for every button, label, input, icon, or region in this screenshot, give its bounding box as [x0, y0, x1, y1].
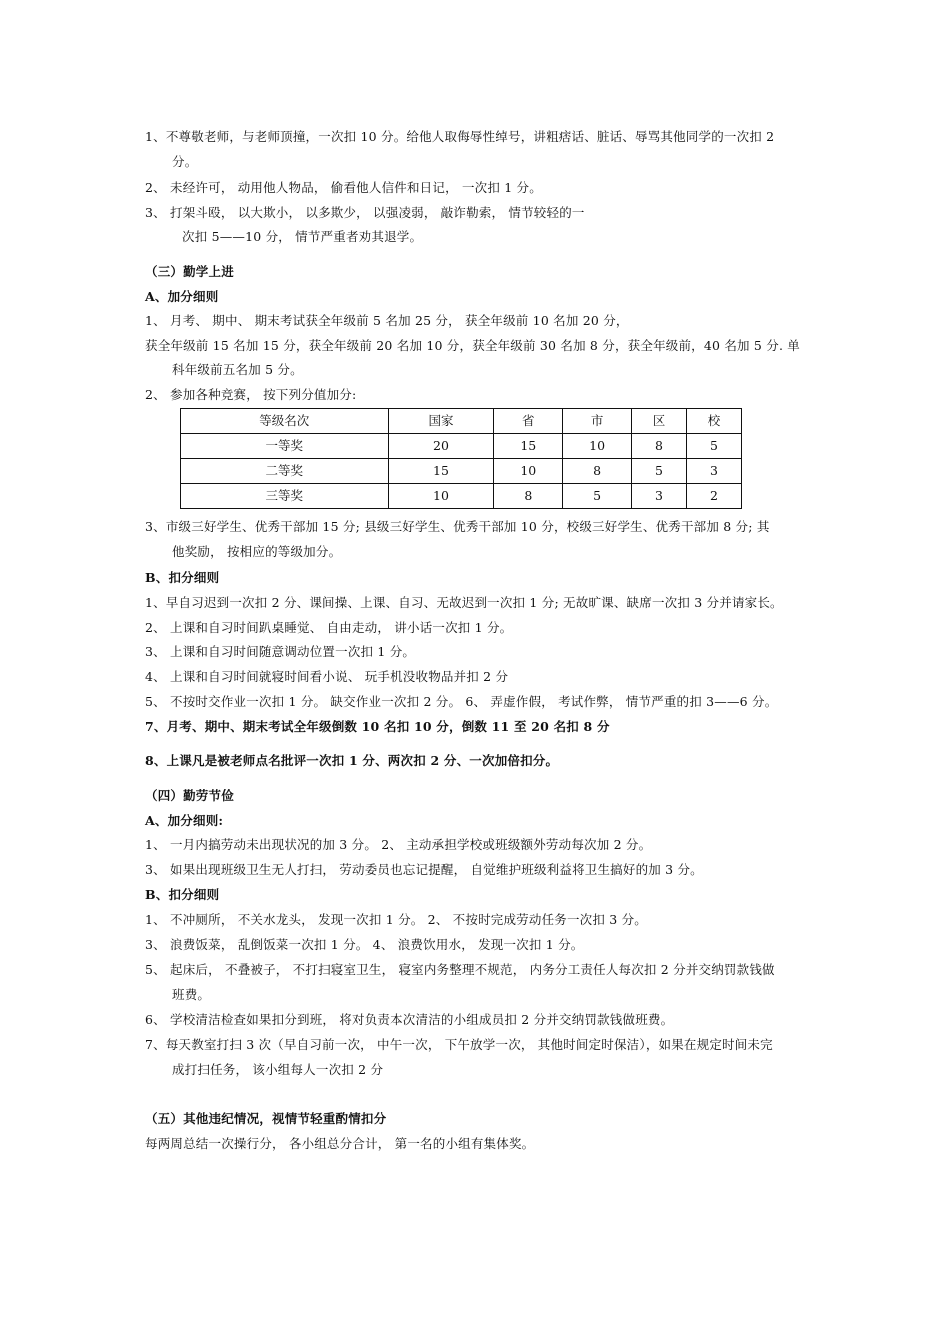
table-cell: 二等奖	[181, 459, 389, 484]
table-cell: 三等奖	[181, 484, 389, 509]
rule-item: 1、 一月内搞劳动未出现状况的加 3 分。 2、 主动承担学校或班级额外劳动每次加 2 分。	[145, 837, 652, 852]
rule-item: 2、 上课和自习时间趴桌睡觉、 自由走动， 讲小话一次扣 1 分。	[145, 620, 513, 635]
table-cell: 20	[388, 434, 494, 459]
rule-item: 1、不尊敬老师，与老师顶撞，一次扣 10 分。给他人取侮辱性绰号，讲粗痞话、脏话、辱骂其他同学的一次扣 2	[145, 129, 775, 144]
table-cell: 3	[686, 459, 741, 484]
table-header-cell: 省	[494, 409, 563, 434]
table-cell: 8	[563, 459, 632, 484]
rule-item: 1、 不冲厕所， 不关水龙头， 发现一次扣 1 分。 2、 不按时完成劳动任务一次扣 3 分。	[145, 912, 647, 927]
subsection-heading: A、加分细则	[145, 289, 219, 304]
table-cell: 8	[494, 484, 563, 509]
subsection-heading: B、扣分细则	[145, 570, 220, 585]
rule-item: 1、早自习迟到一次扣 2 分、课间操、上课、自习、无故迟到一次扣 1 分; 无故旷课、缺席一次扣 3 分并请家长。	[145, 595, 783, 610]
subsection-heading: A、加分细则:	[145, 813, 224, 828]
rule-item: 2、 参加各种竞赛， 按下列分值加分:	[145, 387, 357, 402]
table-header-cell: 区	[631, 409, 686, 434]
table-cell: 10	[494, 459, 563, 484]
rule-item: 5、 起床后， 不叠被子， 不打扫寝室卫生， 寝室内务整理不规范， 内务分工责任人每次扣 2 分并交纳罚款钱做	[145, 962, 775, 977]
subsection-heading: B、扣分细则	[145, 887, 220, 902]
rule-item-continuation: 成打扫任务， 该小组每人一次扣 2 分	[172, 1062, 384, 1077]
rule-item: 6、 学校清洁检查如果扣分到班， 将对负责本次清洁的小组成员扣 2 分并交纳罚款钱做班费。	[145, 1012, 674, 1027]
section-heading: （五）其他违纪情况，视情节轻重酌情扣分	[145, 1111, 387, 1126]
table-cell: 5	[686, 434, 741, 459]
rule-item: 获全年级前 15 名加 15 分，获全年级前 20 名加 10 分，获全年级前 30 名加 8 分，获全年级前，40 名加 5 分. 单	[145, 338, 800, 353]
table-cell: 15	[494, 434, 563, 459]
rule-item-continuation: 班费。	[172, 987, 211, 1002]
table-cell: 10	[388, 484, 494, 509]
summary-text: 每两周总结一次操行分， 各小组总分合计， 第一名的小组有集体奖。	[145, 1136, 535, 1151]
table-cell: 5	[631, 459, 686, 484]
table-cell: 8	[631, 434, 686, 459]
table-cell: 15	[388, 459, 494, 484]
rule-item: 4、 上课和自习时间就寝时间看小说、 玩手机没收物品并扣 2 分	[145, 669, 509, 684]
rule-item: 3、 如果出现班级卫生无人打扫， 劳动委员也忘记提醒， 自觉维护班级利益将卫生搞好的加 3 分。	[145, 862, 703, 877]
section-heading: （三）勤学上进	[145, 264, 234, 279]
table-header-row	[181, 409, 742, 434]
table-row	[181, 434, 742, 459]
rule-item-continuation: 科年级前五名加 5 分。	[172, 362, 303, 377]
rule-item: 2、 未经许可， 动用他人物品， 偷看他人信件和日记， 一次扣 1 分。	[145, 180, 542, 195]
table-header-cell: 国家	[388, 409, 494, 434]
competition-score-table	[180, 408, 742, 509]
table-row	[181, 459, 742, 484]
rule-item: 3、 打架斗殴， 以大欺小， 以多欺少， 以强凌弱， 敲诈勒索， 情节较轻的一	[145, 205, 585, 220]
rule-item-emphasis: 7、月考、期中、期末考试全年级倒数 10 名扣 10 分，倒数 11 至 20 名扣 8 分	[145, 719, 610, 734]
rule-item-continuation: 他奖励， 按相应的等级加分。	[172, 544, 342, 559]
rule-item: 3、市级三好学生、优秀干部加 15 分; 县级三好学生、优秀干部加 10 分，校级三好学生、优秀干部加 8 分; 其	[145, 519, 770, 534]
section-heading: （四）勤劳节俭	[145, 788, 234, 803]
rule-item-continuation: 次扣 5——10 分， 情节严重者劝其退学。	[182, 229, 423, 244]
table-header-cell: 校	[686, 409, 741, 434]
rule-item: 3、 上课和自习时间随意调动位置一次扣 1 分。	[145, 644, 416, 659]
table-cell: 5	[563, 484, 632, 509]
rule-item-continuation: 分。	[172, 154, 198, 169]
rule-item: 3、 浪费饭菜， 乱倒饭菜一次扣 1 分。 4、 浪费饮用水， 发现一次扣 1 分。	[145, 937, 584, 952]
table-header-cell: 市	[563, 409, 632, 434]
table-cell: 10	[563, 434, 632, 459]
rule-item: 1、 月考、 期中、 期末考试获全年级前 5 名加 25 分， 获全年级前 10 名加 20 分，	[145, 313, 629, 328]
table-header-cell: 等级名次	[181, 409, 389, 434]
table-row	[181, 484, 742, 509]
table-cell: 3	[631, 484, 686, 509]
rule-item: 7、每天教室打扫 3 次（早自习前一次， 中午一次， 下午放学一次， 其他时间定时保洁），如果在规定时间未完	[145, 1037, 773, 1052]
rule-item-emphasis: 8、上课凡是被老师点名批评一次扣 1 分、两次扣 2 分、一次加倍扣分。	[145, 753, 559, 768]
table-cell: 2	[686, 484, 741, 509]
table-cell: 一等奖	[181, 434, 389, 459]
rule-item: 5、 不按时交作业一次扣 1 分。 缺交作业一次扣 2 分。 6、 弄虚作假， 考试作弊， 情节严重的扣 3——6 分。	[145, 694, 778, 709]
